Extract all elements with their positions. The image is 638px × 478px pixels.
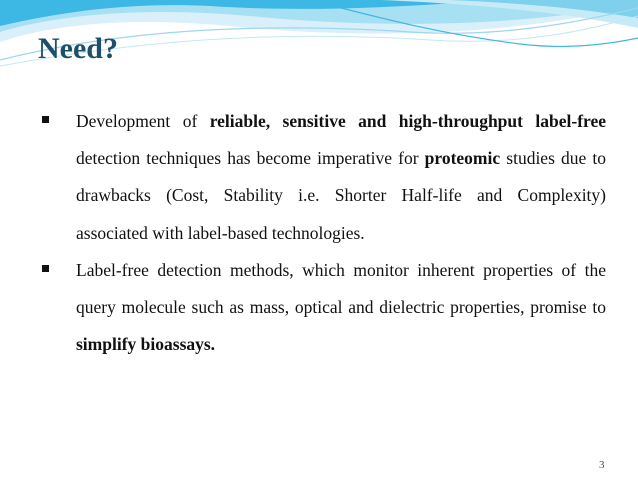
bullet-item — [36, 103, 606, 252]
slide-title: Need? — [38, 32, 118, 65]
bullet-text — [76, 252, 606, 364]
bullet-text — [76, 103, 606, 252]
page-number: 3 — [599, 459, 605, 471]
bullet-item — [36, 252, 606, 364]
bold-text-run: reliable, sensitive and high-throughput label-free — [209, 111, 607, 131]
text-run: Development of — [76, 111, 210, 131]
square-bullet-icon — [42, 265, 49, 272]
text-run: detection techniques has become imperative for — [76, 148, 425, 169]
bold-text-run: proteomic — [424, 148, 501, 169]
bold-text-run: simplify bioassays. — [76, 334, 216, 355]
bullet-list — [36, 103, 606, 363]
square-bullet-icon — [42, 116, 49, 123]
text-run: studies due to drawbacks (Cost, Stability i.e. Shorter Half-life and Complexity) associated with label-based technologies. — [76, 148, 606, 243]
text-run: Label-free detection methods, which monitor inherent properties of the query molecule such as mass, optical and dielectric properties, promise to — [76, 259, 606, 318]
